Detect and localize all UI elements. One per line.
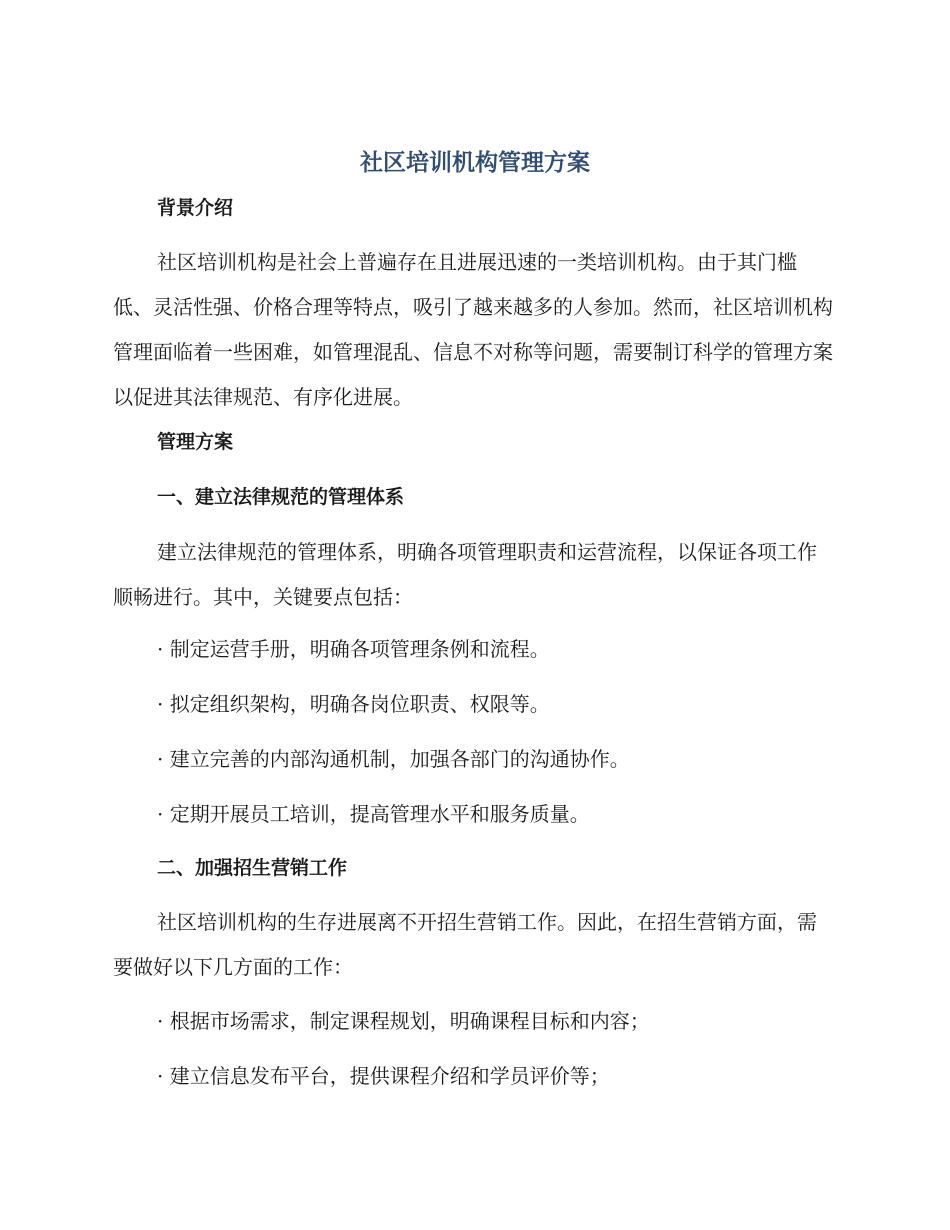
document-title: 社区培训机构管理方案 (360, 150, 590, 176)
plan-heading: 管理方案 (157, 431, 234, 453)
section1-heading: 一、建立法律规范的管理体系 (157, 486, 405, 508)
background-paragraph: 社区培训机构是社会上普遍存在且进展迅速的一类培训机构。由于其门槛低、灵活性强、价格合理等特点，吸引了越来越多的人参加。然而，社区培训机构管理面临着一些困难，如管理混乱、信息不对称等问题，需要制订科学的管理方案以促进其法律规范、有序化进展。 (113, 250, 833, 409)
section1-paragraph: 建立法律规范的管理体系，明确各项管理职责和运营流程，以保证各项工作顺畅进行。其中，关键要点包括： (113, 540, 817, 609)
background-heading: 背景介绍 (157, 197, 234, 219)
section1-bullet-1: · 制定运营手册，明确各项管理条例和流程。 (157, 637, 550, 661)
section2-bullet-1: · 根据市场需求，制定课程规划，明确课程目标和内容； (157, 1009, 650, 1033)
section1-bullet-3: · 建立完善的内部沟通机制，加强各部门的沟通协作。 (157, 747, 630, 771)
section2-heading: 二、加强招生营销工作 (157, 857, 348, 879)
section1-bullet-2: · 拟定组织架构，明确各岗位职责、权限等。 (157, 692, 550, 716)
section2-bullet-2: · 建立信息发布平台，提供课程介绍和学员评价等； (157, 1064, 610, 1088)
section2-paragraph: 社区培训机构的生存进展离不开招生营销工作。因此，在招生营销方面，需要做好以下几方面的工作： (113, 910, 817, 979)
section1-bullet-4: · 定期开展员工培训，提高管理水平和服务质量。 (157, 802, 590, 826)
